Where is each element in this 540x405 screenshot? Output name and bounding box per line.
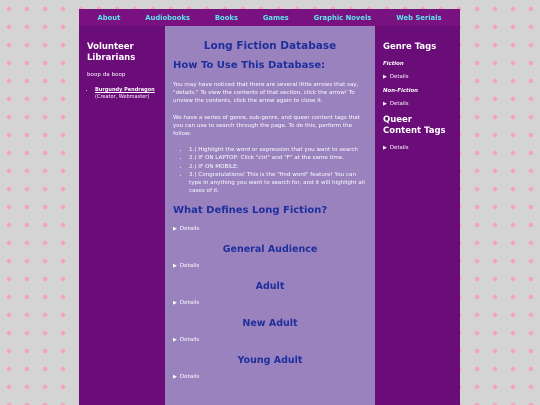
disclosure-triangle-icon: ▶ bbox=[383, 74, 387, 80]
queer-tags-heading: Queer Content Tags bbox=[383, 115, 446, 136]
nav-books[interactable]: Books bbox=[214, 13, 238, 22]
details-toggle-adult[interactable] bbox=[173, 300, 367, 306]
defines-heading: What Defines Long Fiction? bbox=[173, 205, 328, 217]
step-item: • 2.) IF ON MOBILE: bbox=[189, 163, 367, 171]
details-toggle-defines[interactable] bbox=[173, 226, 367, 232]
details-label: Details bbox=[179, 263, 200, 270]
step-item: • 3.) Congratulations! This is the "find word" feature! You can type in anything you want to search for, and it will highlight all cases of it. bbox=[189, 171, 367, 196]
tag-category-non-fiction: Non-Fiction bbox=[383, 88, 418, 94]
disclosure-triangle-icon: ▶ bbox=[173, 263, 177, 270]
section-adult: Adult bbox=[255, 281, 285, 293]
section-new-adult: New Adult bbox=[242, 318, 298, 330]
right-sidebar bbox=[375, 26, 460, 405]
details-label: Details bbox=[389, 101, 409, 107]
disclosure-triangle-icon: ▶ bbox=[173, 300, 177, 307]
tag-category-fiction: Fiction bbox=[383, 61, 404, 67]
page-title: Long Fiction Database bbox=[203, 40, 337, 52]
details-toggle-young-adult[interactable] bbox=[173, 374, 367, 380]
howto-heading: How To Use This Database: bbox=[173, 60, 326, 71]
details-toggle-non-fiction[interactable] bbox=[383, 101, 452, 107]
howto-steps bbox=[173, 146, 367, 195]
howto-paragraph-1: You may have noticed that there are several little arrows that say, "details." To view the contents of that section, click the arrow! To unview the contents, click the arrow again to close it. bbox=[173, 82, 359, 105]
step-item: • 2.) IF ON LAPTOP: Click "ctrl" and "F" at the same time. bbox=[189, 154, 367, 162]
details-label: Details bbox=[179, 337, 200, 344]
disclosure-triangle-icon: ▶ bbox=[173, 337, 177, 344]
top-nav bbox=[79, 9, 460, 26]
nav-games[interactable]: Games bbox=[262, 13, 289, 22]
details-label: Details bbox=[179, 300, 200, 307]
librarian-list bbox=[87, 87, 157, 101]
librarian-item bbox=[95, 87, 157, 101]
step-item: • 1.) Highlight the word or expression that you want to search bbox=[189, 146, 367, 154]
details-toggle-new-adult[interactable] bbox=[173, 337, 367, 343]
section-young-adult: Young Adult bbox=[237, 355, 303, 367]
howto-paragraph-2: We have a series of genre, sub-genre, and queer content tags that you can use to search through the page. To do this, perform the follow: bbox=[173, 114, 360, 138]
nav-about[interactable]: About bbox=[97, 13, 121, 22]
disclosure-triangle-icon: ▶ bbox=[383, 145, 387, 151]
details-toggle-fiction[interactable] bbox=[383, 74, 452, 80]
nav-graphic-novels[interactable]: Graphic Novels bbox=[313, 13, 372, 22]
main-content bbox=[165, 26, 375, 405]
details-toggle-general-audience[interactable] bbox=[173, 263, 367, 269]
details-label: Details bbox=[179, 374, 200, 381]
details-label: Details bbox=[179, 226, 200, 233]
details-label: Details bbox=[389, 145, 409, 151]
details-label: Details bbox=[389, 74, 409, 80]
nav-web-serials[interactable]: Web Serials bbox=[396, 13, 442, 22]
genre-tags-heading: Genre Tags bbox=[383, 42, 437, 52]
librarian-role: (Creator, Webmaster) bbox=[95, 94, 150, 100]
section-general-audience: General Audience bbox=[222, 244, 318, 256]
librarians-heading: Volunteer Librarians bbox=[87, 42, 136, 63]
librarian-name-link[interactable]: Burgundy Pendragon bbox=[95, 87, 155, 93]
nav-audiobooks[interactable]: Audiobooks bbox=[145, 13, 190, 22]
disclosure-triangle-icon: ▶ bbox=[173, 374, 177, 381]
left-sidebar bbox=[79, 26, 165, 405]
details-toggle-queer[interactable] bbox=[383, 145, 452, 151]
disclosure-triangle-icon: ▶ bbox=[173, 226, 177, 233]
disclosure-triangle-icon: ▶ bbox=[383, 101, 387, 107]
librarians-note: boop da boop bbox=[87, 72, 126, 78]
